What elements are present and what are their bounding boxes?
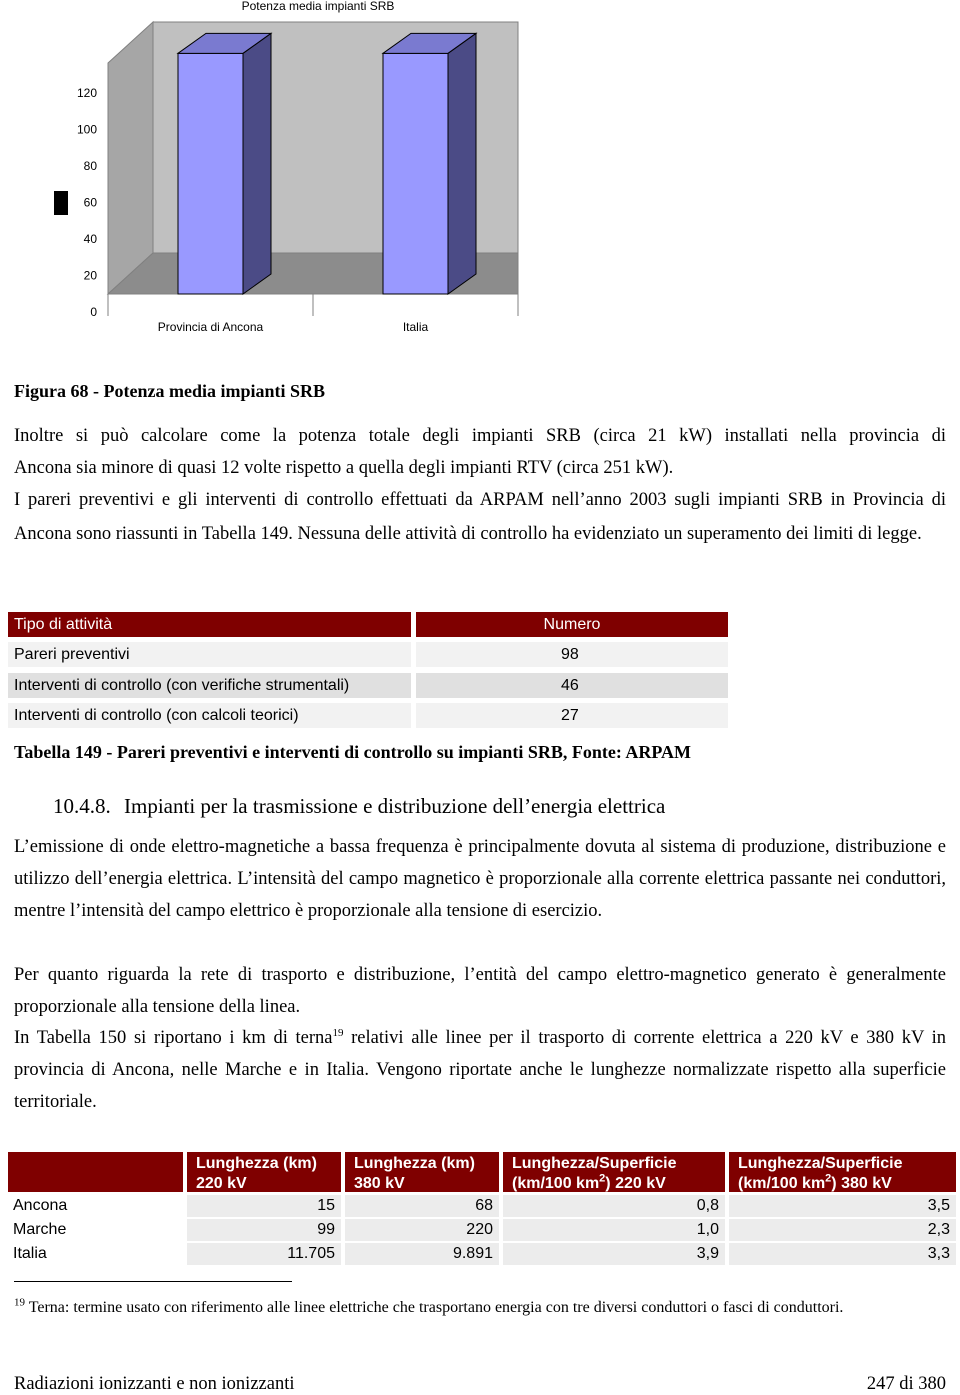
section-heading	[53, 794, 665, 819]
table-150-header-380ratio-unit: (km/100 km	[738, 1175, 826, 1192]
chart-x-tick-label: Italia	[402, 320, 429, 334]
chart-y-tick-label: 20	[83, 268, 97, 283]
table-150-row-ancona-380km: 68	[345, 1195, 499, 1217]
chart-bar-side	[243, 33, 271, 294]
table-149-header-type: Tipo di attività	[8, 612, 411, 637]
chart-bar-side	[448, 33, 476, 294]
table-150-header-220ratio-line1: Lunghezza/Superficie	[512, 1155, 677, 1172]
bar-chart	[0, 0, 560, 345]
chart-bar-front	[383, 53, 448, 294]
table-150-header-220km-line2: 220 kV	[196, 1175, 247, 1192]
table-150-header-220ratio	[503, 1152, 725, 1192]
table-150-header-380ratio-kv: ) 380 kV	[831, 1175, 892, 1192]
table-150-header-220ratio-unit: (km/100 km	[512, 1175, 600, 1192]
chart-y-tick-label: 0	[90, 305, 97, 319]
table-150-header-blank	[8, 1152, 183, 1192]
table-150-header-380km-line1: Lunghezza (km)	[354, 1155, 475, 1172]
table-150-row-marche-220ratio: 1,0	[503, 1219, 725, 1241]
table-150-header-380km	[345, 1152, 499, 1192]
table-150-row-italia-380km: 9.891	[345, 1243, 499, 1265]
table-149-row1-value: 98	[416, 642, 728, 667]
paragraph-emissions: L’emissione di onde elettro-magnetiche a bassa frequenza è principalmente dovuta al sistema di produzione, distribuzione e utilizzo dell’energia elettrica. L’intensità del campo magnetico è proporzionale alla corrente elettrica passante nei conduttori, mentre l’intensità del campo elettrico è proporzionale alla tensione di esercizio.	[14, 837, 946, 921]
table-150-row-italia-380ratio: 3,3	[729, 1243, 956, 1265]
table-150-header-380ratio-line2	[738, 1174, 956, 1194]
table-149-row2-value: 46	[416, 673, 728, 698]
paragraph-srb-power	[14, 421, 946, 484]
table-149-caption: Tabella 149 - Pareri preventivi e interventi di controllo su impianti SRB, Fonte: ARPAM	[14, 742, 691, 762]
footnote-ref-19[interactable]: 19	[332, 1026, 344, 1039]
table-150-header-380km-line2: 380 kV	[354, 1175, 405, 1192]
figure-caption: Figura 68 - Potenza media impianti SRB	[14, 381, 325, 401]
chart-y-ticks	[77, 86, 97, 319]
table-150-header-380ratio-line1: Lunghezza/Superficie	[738, 1155, 903, 1172]
chart-svg	[0, 0, 560, 345]
paragraph-srb-power-line2: Ancona sia minore di quasi 12 volte rispetto a quella degli impianti RTV (circa 251 kW).	[14, 457, 674, 478]
footnote-mark: 19	[14, 1296, 25, 1309]
footer-title: Radiazioni ionizzanti e non ionizzanti	[14, 1374, 295, 1394]
table-150-row-italia-label: Italia	[13, 1245, 47, 1262]
paragraph-table-150-text-a: In Tabella 150 si riportano i km di terna	[14, 1028, 333, 1048]
table-150-row-marche-380ratio: 2,3	[729, 1219, 956, 1241]
chart-bar	[178, 33, 271, 294]
table-150-header-220ratio-kv: ) 220 kV	[605, 1175, 666, 1192]
footnote-19	[14, 1297, 946, 1319]
section-title: Impianti per la trasmissione e distribuzione dell’energia elettrica	[124, 794, 666, 818]
table-149-row3-label: Interventi di controllo (con calcoli teorici)	[8, 703, 411, 728]
table-150-row-ancona-380ratio: 3,5	[729, 1195, 956, 1217]
table-150-header-220km-line1: Lunghezza (km)	[196, 1155, 317, 1172]
table-150-row-italia-220km: 11.705	[187, 1243, 341, 1265]
chart-y-tick-label: 100	[76, 122, 97, 137]
footnote-text: Terna: termine usato con riferimento alle linee elettriche che trasportano energia con tre diversi conduttori o fasci di conduttori.	[25, 1299, 844, 1316]
paragraph-table-150-text-b: relativi alle linee per il trasporto di corrente elettrica a 220 kV e 380 kV in provincia di Ancona, nelle Marche e in Italia. Vengono riportate anche le lunghezze normalizzate rispetto alla superficie territoriale.	[14, 1028, 947, 1112]
section-number: 10.4.8.	[53, 794, 111, 818]
chart-y-tick-label: 120	[76, 86, 97, 100]
table-150-row-marche-380km: 220	[345, 1219, 499, 1241]
paragraph-table-150-intro	[14, 1022, 946, 1118]
chart-side-wall	[108, 22, 153, 294]
table-150-header-220km	[187, 1152, 341, 1192]
chart-y-tick-label: 80	[83, 159, 97, 173]
footnote-separator	[14, 1281, 292, 1282]
chart-x-labels	[158, 320, 429, 334]
page-number: 247 di 380	[866, 1374, 946, 1394]
paragraph-srb-power-line1: Inoltre si può calcolare come la potenza totale degli impianti SRB (circa 21 kW) installati nella provincia di	[14, 426, 946, 446]
table-149-header-number: Numero	[416, 612, 728, 637]
table-149-row2-label: Interventi di controllo (con verifiche strumentali)	[8, 673, 411, 698]
chart-bar	[383, 33, 476, 294]
chart-y-tick-label: 40	[83, 232, 97, 246]
table-150-row-marche-label: Marche	[13, 1221, 67, 1238]
chart-bar-front	[178, 53, 243, 294]
table-150-row-ancona-220ratio: 0,8	[503, 1195, 725, 1217]
table-150-header-220ratio-line2	[512, 1174, 725, 1194]
table-150-row-italia-220ratio: 3,9	[503, 1243, 725, 1265]
table-150-header-380ratio-sup: 2	[825, 1172, 832, 1185]
table-150-header-380ratio	[729, 1152, 956, 1192]
table-150-header-220ratio-sup: 2	[599, 1172, 606, 1185]
chart-x-tick-label: Provincia di Ancona	[157, 320, 264, 334]
table-149-row1-label: Pareri preventivi	[8, 642, 411, 667]
table-150-row-ancona-220km: 15	[187, 1195, 341, 1217]
paragraph-network: Per quanto riguarda la rete di trasporto e distribuzione, l’entità del campo elettro-magnetico generato è generalmente proporzionale alla tensione della linea.	[14, 965, 946, 1017]
table-150-row-ancona-label: Ancona	[13, 1197, 68, 1214]
chart-y-tick-label: 60	[83, 195, 97, 210]
paragraph-controls: I pareri preventivi e gli interventi di controllo effettuati da ARPAM nell’anno 2003 sugli impianti SRB in Provincia di Ancona sono riassunti in Tabella 149. Nessuna delle attività di controllo ha evidenziato un superamento dei limiti di legge.	[14, 490, 946, 544]
table-149-row3-value: 27	[416, 703, 728, 728]
table-150-row-marche-220km: 99	[187, 1219, 341, 1241]
chart-title: Potenza media impianti SRB	[241, 0, 395, 13]
legend-key	[54, 191, 68, 215]
